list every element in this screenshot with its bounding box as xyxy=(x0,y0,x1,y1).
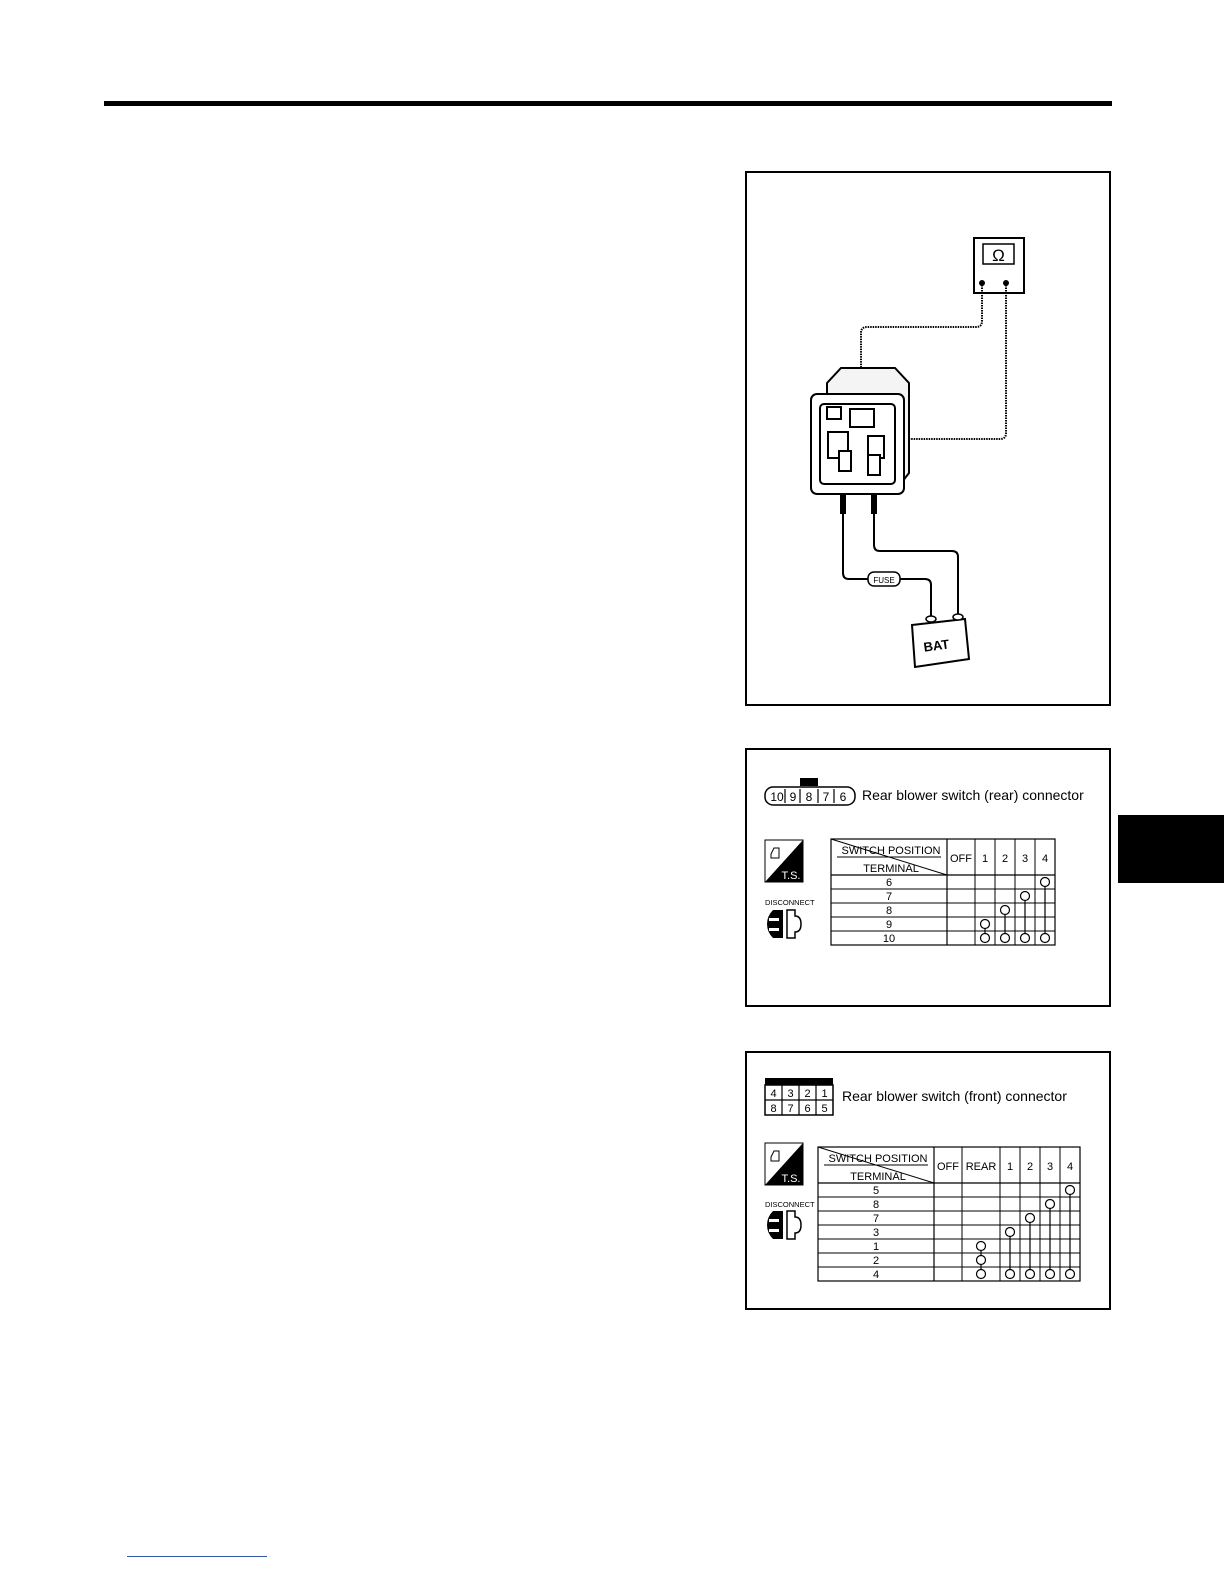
connector-face xyxy=(765,1078,833,1115)
position-label: 4 xyxy=(1041,853,1049,865)
svg-text:10: 10 xyxy=(770,790,784,804)
continuity-mark xyxy=(981,934,990,943)
terminal-label: 6 xyxy=(885,877,893,889)
svg-text:T.S.: T.S. xyxy=(781,870,801,882)
connector-title: Rear blower switch (front) connector xyxy=(842,1088,1067,1104)
continuity-mark xyxy=(1021,934,1030,943)
terminal-label: 8 xyxy=(872,1199,880,1211)
continuity-mark xyxy=(1046,1270,1055,1279)
ts-icon xyxy=(765,1143,803,1185)
terminal-label: 9 xyxy=(885,919,893,931)
terminal-label: 1 xyxy=(872,1241,880,1253)
position-label: OFF xyxy=(950,853,972,865)
ts-icon xyxy=(765,840,803,882)
header-terminal: TERMINAL xyxy=(863,863,919,875)
svg-text:9: 9 xyxy=(789,790,797,804)
header-rule xyxy=(104,101,1112,106)
disconnect-icon xyxy=(767,1211,801,1239)
relay-continuity-test-figure xyxy=(745,171,1111,706)
continuity-mark xyxy=(1006,1270,1015,1279)
section-tab xyxy=(1118,815,1224,883)
rear-connector-figure xyxy=(745,748,1111,1007)
continuity-mark xyxy=(1006,1228,1015,1237)
connector-pin xyxy=(770,789,785,804)
continuity-mark xyxy=(977,1270,986,1279)
terminal-label: 8 xyxy=(885,905,893,917)
terminal-label: 3 xyxy=(872,1227,880,1239)
terminal-label: 4 xyxy=(872,1269,880,1281)
footer-link-underline[interactable] xyxy=(127,1556,267,1557)
battery-icon xyxy=(912,614,969,667)
disconnect-icon xyxy=(767,910,801,938)
position-label: 3 xyxy=(1046,1161,1054,1173)
position-label: 3 xyxy=(1021,853,1029,865)
connector-pin: 3 xyxy=(787,1088,794,1100)
connector-pin: 6 xyxy=(804,1103,811,1115)
continuity-mark xyxy=(1026,1214,1035,1223)
position-label: 2 xyxy=(1001,853,1009,865)
svg-text:8: 8 xyxy=(805,790,813,804)
terminal-label: 5 xyxy=(872,1185,880,1197)
terminal-label: 10 xyxy=(882,933,896,945)
header-switch-position: SWITCH POSITION xyxy=(828,1153,928,1165)
fuse-label: FUSE xyxy=(873,576,895,585)
continuity-mark xyxy=(1001,906,1010,915)
fuse-icon xyxy=(868,572,900,586)
connector-pin: 4 xyxy=(770,1088,777,1100)
front-connector-diagram xyxy=(747,1053,1109,1308)
terminal-label: 7 xyxy=(872,1213,880,1225)
disconnect-label: DISCONNECT xyxy=(765,1200,815,1209)
relay-body xyxy=(811,368,909,494)
continuity-mark xyxy=(1041,878,1050,887)
battery-label: BAT xyxy=(922,636,951,655)
disconnect-label: DISCONNECT xyxy=(765,898,815,907)
continuity-mark xyxy=(1066,1270,1075,1279)
battery-wires xyxy=(843,514,958,619)
rear-connector-diagram xyxy=(747,750,1109,1005)
position-label: REAR xyxy=(965,1161,997,1173)
terminal-label: 2 xyxy=(872,1255,880,1267)
connector-face xyxy=(765,778,855,805)
continuity-mark xyxy=(1046,1200,1055,1209)
continuity-mark xyxy=(981,920,990,929)
connector-title: Rear blower switch (rear) connector xyxy=(862,787,1084,803)
header-switch-position: SWITCH POSITION xyxy=(841,845,941,857)
continuity-mark xyxy=(1001,934,1010,943)
connector-pin: 5 xyxy=(821,1103,828,1115)
position-label: 4 xyxy=(1066,1161,1074,1173)
svg-text:T.S.: T.S. xyxy=(781,1173,801,1185)
continuity-mark xyxy=(977,1256,986,1265)
connector-pin: 1 xyxy=(821,1088,828,1100)
connector-pin: 2 xyxy=(804,1088,811,1100)
front-continuity-table xyxy=(818,1147,1080,1281)
position-label: OFF xyxy=(937,1161,959,1173)
front-connector-figure xyxy=(745,1051,1111,1310)
terminal-label: 7 xyxy=(885,891,893,903)
svg-text:6: 6 xyxy=(839,790,847,804)
rear-continuity-table xyxy=(831,839,1055,945)
ohmmeter-icon xyxy=(974,238,1024,293)
ohm-symbol: Ω xyxy=(992,246,1005,265)
connector-pin: 8 xyxy=(770,1103,777,1115)
connector-pin: 7 xyxy=(787,1103,794,1115)
continuity-mark xyxy=(1041,934,1050,943)
svg-text:7: 7 xyxy=(822,790,830,804)
position-label: 1 xyxy=(981,853,989,865)
continuity-mark xyxy=(1066,1186,1075,1195)
connector-pin xyxy=(840,790,847,804)
continuity-mark xyxy=(977,1242,986,1251)
header-terminal: TERMINAL xyxy=(850,1171,906,1183)
continuity-mark xyxy=(1021,892,1030,901)
continuity-mark xyxy=(1026,1270,1035,1279)
relay-test-diagram xyxy=(747,173,1109,704)
position-label: 2 xyxy=(1026,1161,1034,1173)
position-label: 1 xyxy=(1006,1161,1014,1173)
